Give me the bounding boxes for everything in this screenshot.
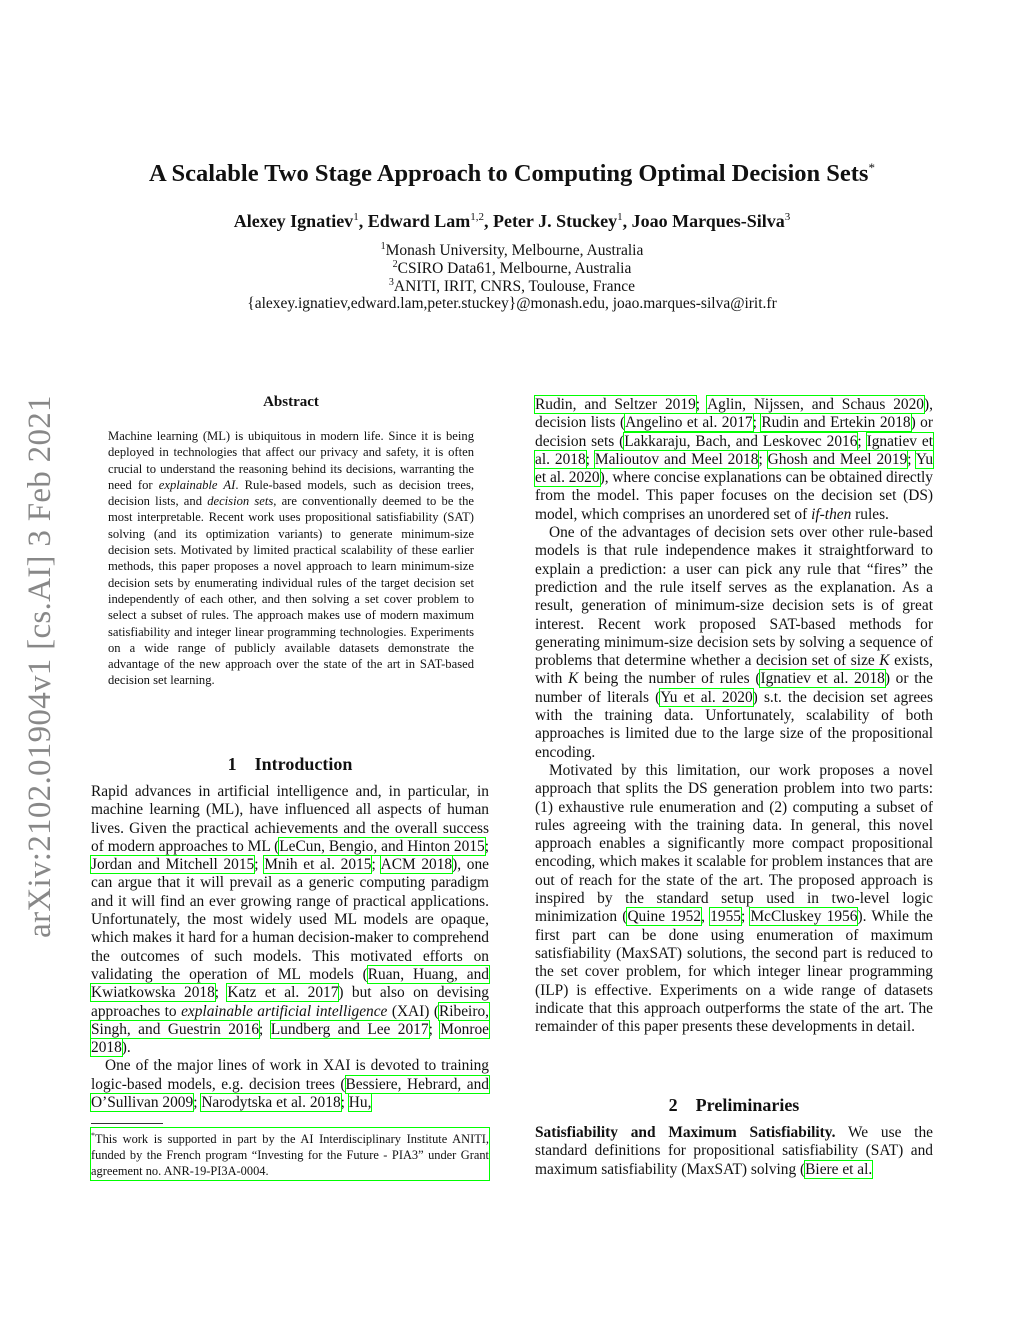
- body-text: (XAI) (: [387, 1002, 439, 1020]
- citation-link[interactable]: Biere et al.: [805, 1160, 873, 1178]
- paragraph: Rudin, and Seltzer 2019; Aglin, Nijssen, and Schaus 2020), decision lists (Angelino et al. 2017; Rudin and Ertekin 2018) or decision sets (Lakkaraju, Bach, and Leskovec 2016; Ignatiev et al. 2018; Malioutov and Meel 2018; Ghosh and Meel 2019; Yu et al. 2020), where concise explanations can be obtained directly from the model. This paper focuses on the decision set (DS) model, which comprises an unordered set of if-then rules.: [535, 396, 934, 523]
- section-number: 1: [227, 754, 237, 774]
- affiliation: [0, 241, 1024, 260]
- citation-link[interactable]: Monroe 2018: [91, 1020, 490, 1057]
- author-emails[interactable]: {alexey.ignatiev,edward.lam,peter.stuckey}@monash.edu, joao.marques-silva@irit.fr: [247, 295, 777, 312]
- preliminaries-body: [535, 1124, 933, 1179]
- author-affil-mark: 1: [353, 211, 359, 223]
- body-text: Motivated by this limitation, our work proposes a novel approach that splits the DS generation problem into two parts: (1) exhaustive rule enumeration and (2) computing a subset of rules agreeing with the training data. In general, this novel approach enables a significantly more compact propositional encoding, which makes it scalable for problem instances that are out of reach for the state of the art. The proposed approach is inspired by the standard setup used in two-level logic minimization (: [535, 761, 933, 926]
- citation-link[interactable]: Hu,: [348, 1094, 372, 1112]
- citation-link[interactable]: Ignatiev et al. 2018: [760, 670, 885, 688]
- title-footnote-mark: *: [868, 160, 875, 175]
- right-column-body: [535, 396, 933, 1036]
- citation-link[interactable]: Malioutov and Meel 2018: [594, 450, 759, 468]
- body-text: One of the major lines of work in XAI is devoted to training logic-based models, e.g. decision trees (: [91, 1057, 489, 1093]
- citation-link[interactable]: Bessiere, Hebrard, and O’Sullivan 2009: [91, 1075, 489, 1112]
- abstract-text: Machine learning (ML) is ubiquitous in modern life. Since it is being deployed in technologies that affect our privacy and safety, it is often crucial to understand the reasoning behind its decisions, warranting the need for: [108, 429, 474, 492]
- paragraph: [535, 524, 933, 762]
- citation-link[interactable]: Katz et al. 2017: [227, 984, 339, 1002]
- affiliation: [0, 259, 1024, 278]
- author-name: Edward Lam: [367, 211, 471, 231]
- body-text: ) but also on devising approaches to: [91, 984, 489, 1020]
- arxiv-stamp: [18, 368, 62, 964]
- math-variable: K: [879, 652, 890, 670]
- arxiv-id: arXiv:2102.01904v1 [cs.AI] 3 Feb 2021: [21, 394, 58, 938]
- citation-link[interactable]: Mnih et al. 2015: [264, 856, 372, 874]
- body-text: We use the standard definitions for propositional satisfiability (SAT) and maximum satisfiability (MaxSAT) solving (: [535, 1124, 933, 1178]
- citation-link[interactable]: Angelino et al. 2017: [625, 414, 753, 432]
- paragraph: Motivated by this limitation, our work proposes a novel approach that splits the DS generation problem into two parts: (1) exhaustive rule enumeration and (2) computing a subset of rules agreeing with the training data. In general, this novel approach enables a significantly more compact propositional encoding, which makes it scalable for problem instances that are out of reach for the state of the art. The proposed approach is inspired by the standard setup used in two-level logic minimization (Quine 1952, 1955; McCluskey 1956). While the first part can be done using enumeration of maximum satisfiability (MaxSAT) solutions, the second part is reduced to the set cover problem, for which integer linear programming (ILP) is effective. Experiments on a wide range of datasets indicate that this approach outperforms the state of the art. The remainder of this paper presents these developments in detail.: [535, 761, 934, 1036]
- section-number: 2: [668, 1095, 678, 1115]
- emphasis: if-then: [811, 505, 852, 523]
- affil-mark: 1: [380, 241, 386, 252]
- section-title: Preliminaries: [695, 1095, 800, 1115]
- citation-link[interactable]: Yu et al. 2020: [535, 450, 934, 487]
- affiliation: [0, 277, 1024, 296]
- citation-link[interactable]: Quine 1952: [627, 908, 702, 926]
- section-heading-preliminaries: [535, 1095, 933, 1116]
- body-text: ), where concise explanations can be obtained directly from the model. This paper focuses on the decision set (DS) model, which comprises an unordered set of: [535, 469, 934, 523]
- body-text: Rapid advances in artificial intelligence and, in particular, in machine learning (ML), have influenced all aspects of human lives. Given the practical achievements and the overall success of modern approaches to ML (: [91, 783, 489, 855]
- body-text: rules.: [851, 505, 889, 523]
- abstract-text: . Rule-based models, such as decision trees, decision lists, and: [108, 477, 475, 509]
- body-text: ).: [121, 1039, 131, 1057]
- author-name: Peter J. Stuckey: [492, 211, 618, 231]
- citation-link[interactable]: Lakkaraju, Bach, and Leskovec 2016: [624, 432, 858, 450]
- left-column-body: [91, 783, 489, 1112]
- citation-link[interactable]: Aglin, Nijssen, and Schaus 2020: [707, 396, 925, 413]
- author-name: Joao Marques-Silva: [631, 211, 785, 231]
- abstract-heading: Abstract: [263, 394, 319, 410]
- author-affil-mark: 1,2: [470, 211, 484, 223]
- citation-link[interactable]: Jordan and Mitchell 2015: [91, 856, 255, 874]
- body-text: ), decision lists (: [535, 396, 933, 432]
- abstract-emphasis: decision sets: [207, 494, 274, 509]
- affil-text: ANITI, IRIT, CNRS, Toulouse, France: [393, 278, 636, 296]
- citation-link[interactable]: Rudin, and Seltzer 2019: [535, 396, 696, 413]
- citation-link[interactable]: ACM 2018: [380, 856, 453, 874]
- body-text: being the number of rules (: [578, 670, 761, 688]
- section-title: Introduction: [254, 754, 353, 774]
- body-text: exists, with: [535, 652, 933, 688]
- footnote[interactable]: [91, 1128, 489, 1180]
- citation-link[interactable]: Ghosh and Meel 2019: [767, 450, 908, 468]
- citation-link[interactable]: 1955: [710, 908, 741, 926]
- citation-link[interactable]: Narodytska et al. 2018: [201, 1094, 341, 1112]
- citation-link[interactable]: Ruan, Huang, and Kwiatkowska 2018: [91, 965, 489, 1002]
- author-affil-mark: 1: [617, 211, 623, 223]
- math-variable: K: [568, 670, 579, 688]
- citation-link[interactable]: McCluskey 1956: [750, 908, 858, 926]
- author-name: Alexey Ignatiev: [233, 211, 354, 231]
- footnote-text: This work is supported in part by the AI Interdisciplinary Institute ANITI, funded by the French program “Investing for the Future - PIA3” under Grant agreement no. ANR-19-PI3A-0004.: [91, 1132, 489, 1178]
- paragraph: One of the major lines of work in XAI is devoted to training logic-based models, e.g. decision trees (Bessiere, Hebrard, and O’Sullivan 2009; Narodytska et al. 2018; Hu,: [91, 1057, 489, 1112]
- citation-link[interactable]: LeCun, Bengio, and Hinton 2015: [279, 837, 485, 855]
- abstract-emphasis: explainable AI: [158, 477, 236, 492]
- footnote-rule: [91, 1123, 163, 1124]
- body-text: One of the advantages of decision sets over other rule-based models is that rule independence makes it straightforward to explain a prediction: a user can pick any rule that “fires” the prediction and the rule itself serves as the explanation. As a result, generation of minimum-size decision sets is of great interest. Recent work proposed SAT-based methods for generating minimum-size decision sets by solving a sequence of problems that determine whether a decision set of size: [535, 524, 933, 670]
- paragraph: Rapid advances in artificial intelligence and, in particular, in machine learning (ML), have influenced all aspects of human lives. Given the practical achievements and the overall success of modern approaches to ML (LeCun, Bengio, and Hinton 2015; Jordan and Mitchell 2015; Mnih et al. 2015; ACM 2018), one can argue that it will prevail as a generic computing paradigm and it will find an ever growing range of practical applications. Unfortunately, the most widely used ML models are opaque, which makes it hard for a human decision-maker to comprehend the outcomes of such models. This motivated efforts on validating the operation of ML models (Ruan, Huang, and Kwiatkowska 2018; Katz et al. 2017) but also on devising approaches to explainable artificial intelligence (XAI) (Ribeiro, Singh, and Guestrin 2016; Lundberg and Lee 2017; Monroe 2018).: [91, 783, 490, 1057]
- affil-text: Monash University, Melbourne, Australia: [385, 242, 644, 260]
- paper-title: [0, 160, 1024, 188]
- citation-link[interactable]: Lundberg and Lee 2017: [270, 1020, 429, 1038]
- section-heading-introduction: [91, 754, 489, 775]
- run-in-heading: Satisfiability and Maximum Satisfiability.: [535, 1124, 836, 1141]
- paragraph: [535, 1124, 933, 1179]
- body-text: ), one can argue that it will prevail as a generic computing paradigm and it will find an ever growing range of practical applications. Unfortunately, the most widely used ML models are opaque, which makes it hard for a human decision-maker to comprehend the outcomes of such models. This motivated efforts on validating the operation of ML models (: [91, 856, 489, 983]
- citation-link[interactable]: Yu et al. 2020: [660, 688, 753, 706]
- footnote-mark: *: [91, 1131, 95, 1140]
- body-text: ) or the number of literals (: [535, 670, 934, 706]
- body-text: ) or decision sets (: [535, 414, 934, 450]
- citation-link[interactable]: Ribeiro, Singh, and Guestrin 2016: [91, 1002, 489, 1038]
- title-text: A Scalable Two Stage Approach to Computing Optimal Decision Sets: [149, 160, 869, 188]
- citation-link[interactable]: Rudin and Ertekin 2018: [761, 414, 911, 432]
- abstract-text: , are conventionally deemed to be the most interpretable. Recent work uses propositional satisfiability (SAT) solving (and its optimization variants) to generate minimum-size decision sets. Motivated by limited practical scalability of these earlier methods, this paper proposes a novel approach to learn minimum-size decision sets by enumerating individual rules of the target decision set independently of each other, and then solving a set cover problem to select a subset of rules. The approach makes use of modern maximum satisfiability and integer linear programming technologies. Experiments on a wide range of publicly available datasets demonstrate the advantage of the new approach over the state of the art in SAT-based decision set learning.: [108, 494, 475, 688]
- affil-mark: 3: [388, 277, 394, 288]
- author-list: Alexey Ignatiev$^1$, Edward Lam$^{1,2}$, Peter J. Stuckey$^1$, Joao Marques-Silva$^3$: [233, 211, 791, 231]
- body-text: ). While the first part can be done using enumeration of maximum satisfiability (MaxSAT) solutions, the second part is reduced to the set cover problem, for which integer linear programming (ILP) is effective. Experiments on a wide range of datasets indicate that this approach outperforms the state of the art. The remainder of this paper presents these developments in detail.: [535, 908, 934, 1036]
- abstract-body: [108, 428, 474, 689]
- body-text: ) s.t. the decision set agrees with the training data. Unfortunately, scalability of both approaches is limited due to the large size of the propositional encoding.: [535, 688, 933, 761]
- affil-text: CSIRO Data61, Melbourne, Australia: [397, 260, 632, 278]
- emphasis: explainable artificial intelligence: [181, 1002, 388, 1020]
- affil-mark: 2: [392, 259, 398, 270]
- author-affil-mark: 3: [784, 211, 791, 223]
- citation-link[interactable]: Ignatiev et al. 2018: [535, 432, 933, 468]
